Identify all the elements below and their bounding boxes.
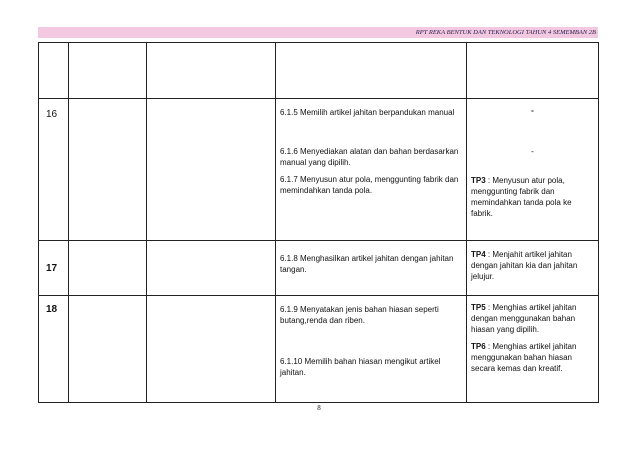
cell-empty [69, 241, 147, 296]
performance-cell [467, 296, 599, 403]
week-number: 16 [39, 99, 69, 241]
standard-item: 6.1.9 Menyatakan jenis bahan hiasan seperti butang,renda dan riben. [280, 305, 439, 325]
cell-empty [147, 43, 276, 99]
table-row-week-18 [39, 296, 599, 403]
standard-cell [276, 296, 467, 403]
standard-item: 6.1.7 Menyusun atur pola, menggunting fabrik dan memindahkan tanda pola. [280, 175, 459, 195]
dash-mark: - [531, 106, 534, 115]
table-row-week-16 [39, 99, 599, 241]
tp-label: TP6 [471, 342, 486, 351]
cell-empty [276, 43, 467, 99]
tp-text: : Menghias artikel jahitan dengan menggunakan bahan hiasan yang dipilih. [471, 303, 577, 334]
tp-text: : Menjahit artikel jahitan dengan jahitan kia dan jahitan jelujur. [471, 250, 578, 281]
performance-cell [467, 241, 599, 296]
week-number: 17 [39, 241, 69, 296]
tp-label: TP5 [471, 303, 486, 312]
page-number: 8 [317, 404, 321, 412]
standard-item: 6.1.5 Memilih artikel jahitan berpandukan manual [280, 108, 455, 117]
header-title: RPT REKA BENTUK DAN TEKNOLOGI TAHUN 4 SEMEMBAN 2B [415, 29, 596, 36]
table-row-week-17 [39, 241, 599, 296]
standard-item: 6.1.10 Memilih bahan hiasan mengikut artikel jahitan. [280, 357, 441, 377]
dash-mark: - [531, 147, 534, 156]
cell-empty [147, 241, 276, 296]
standard-cell [276, 241, 467, 296]
standard-item: 6.1.8 Menghasilkan artikel jahitan dengan jahitan tangan. [280, 254, 454, 274]
table-row-blank [39, 43, 599, 99]
cell-empty [147, 296, 276, 403]
lesson-plan-table [38, 42, 599, 403]
tp-text: : Menyusun atur pola, menggunting fabrik dan memindahkan tanda pola ke fabrik. [471, 176, 572, 218]
tp-text: : Menghias artikel jahitan menggunakan bahan hiasan secara kemas dan kreatif. [471, 342, 577, 373]
cell-empty [467, 43, 599, 99]
standard-item: 6.1.6 Menyediakan alatan dan bahan berdasarkan manual yang dipilih. [280, 147, 459, 167]
week-number: 18 [39, 296, 69, 403]
standard-cell [276, 99, 467, 241]
tp-label: TP4 [471, 250, 486, 259]
cell-empty [69, 296, 147, 403]
cell-empty [69, 43, 147, 99]
cell-empty [147, 99, 276, 241]
tp-label: TP3 [471, 176, 486, 185]
cell-empty [69, 99, 147, 241]
header-band [38, 27, 598, 38]
performance-cell [467, 99, 599, 241]
cell-empty [39, 43, 69, 99]
